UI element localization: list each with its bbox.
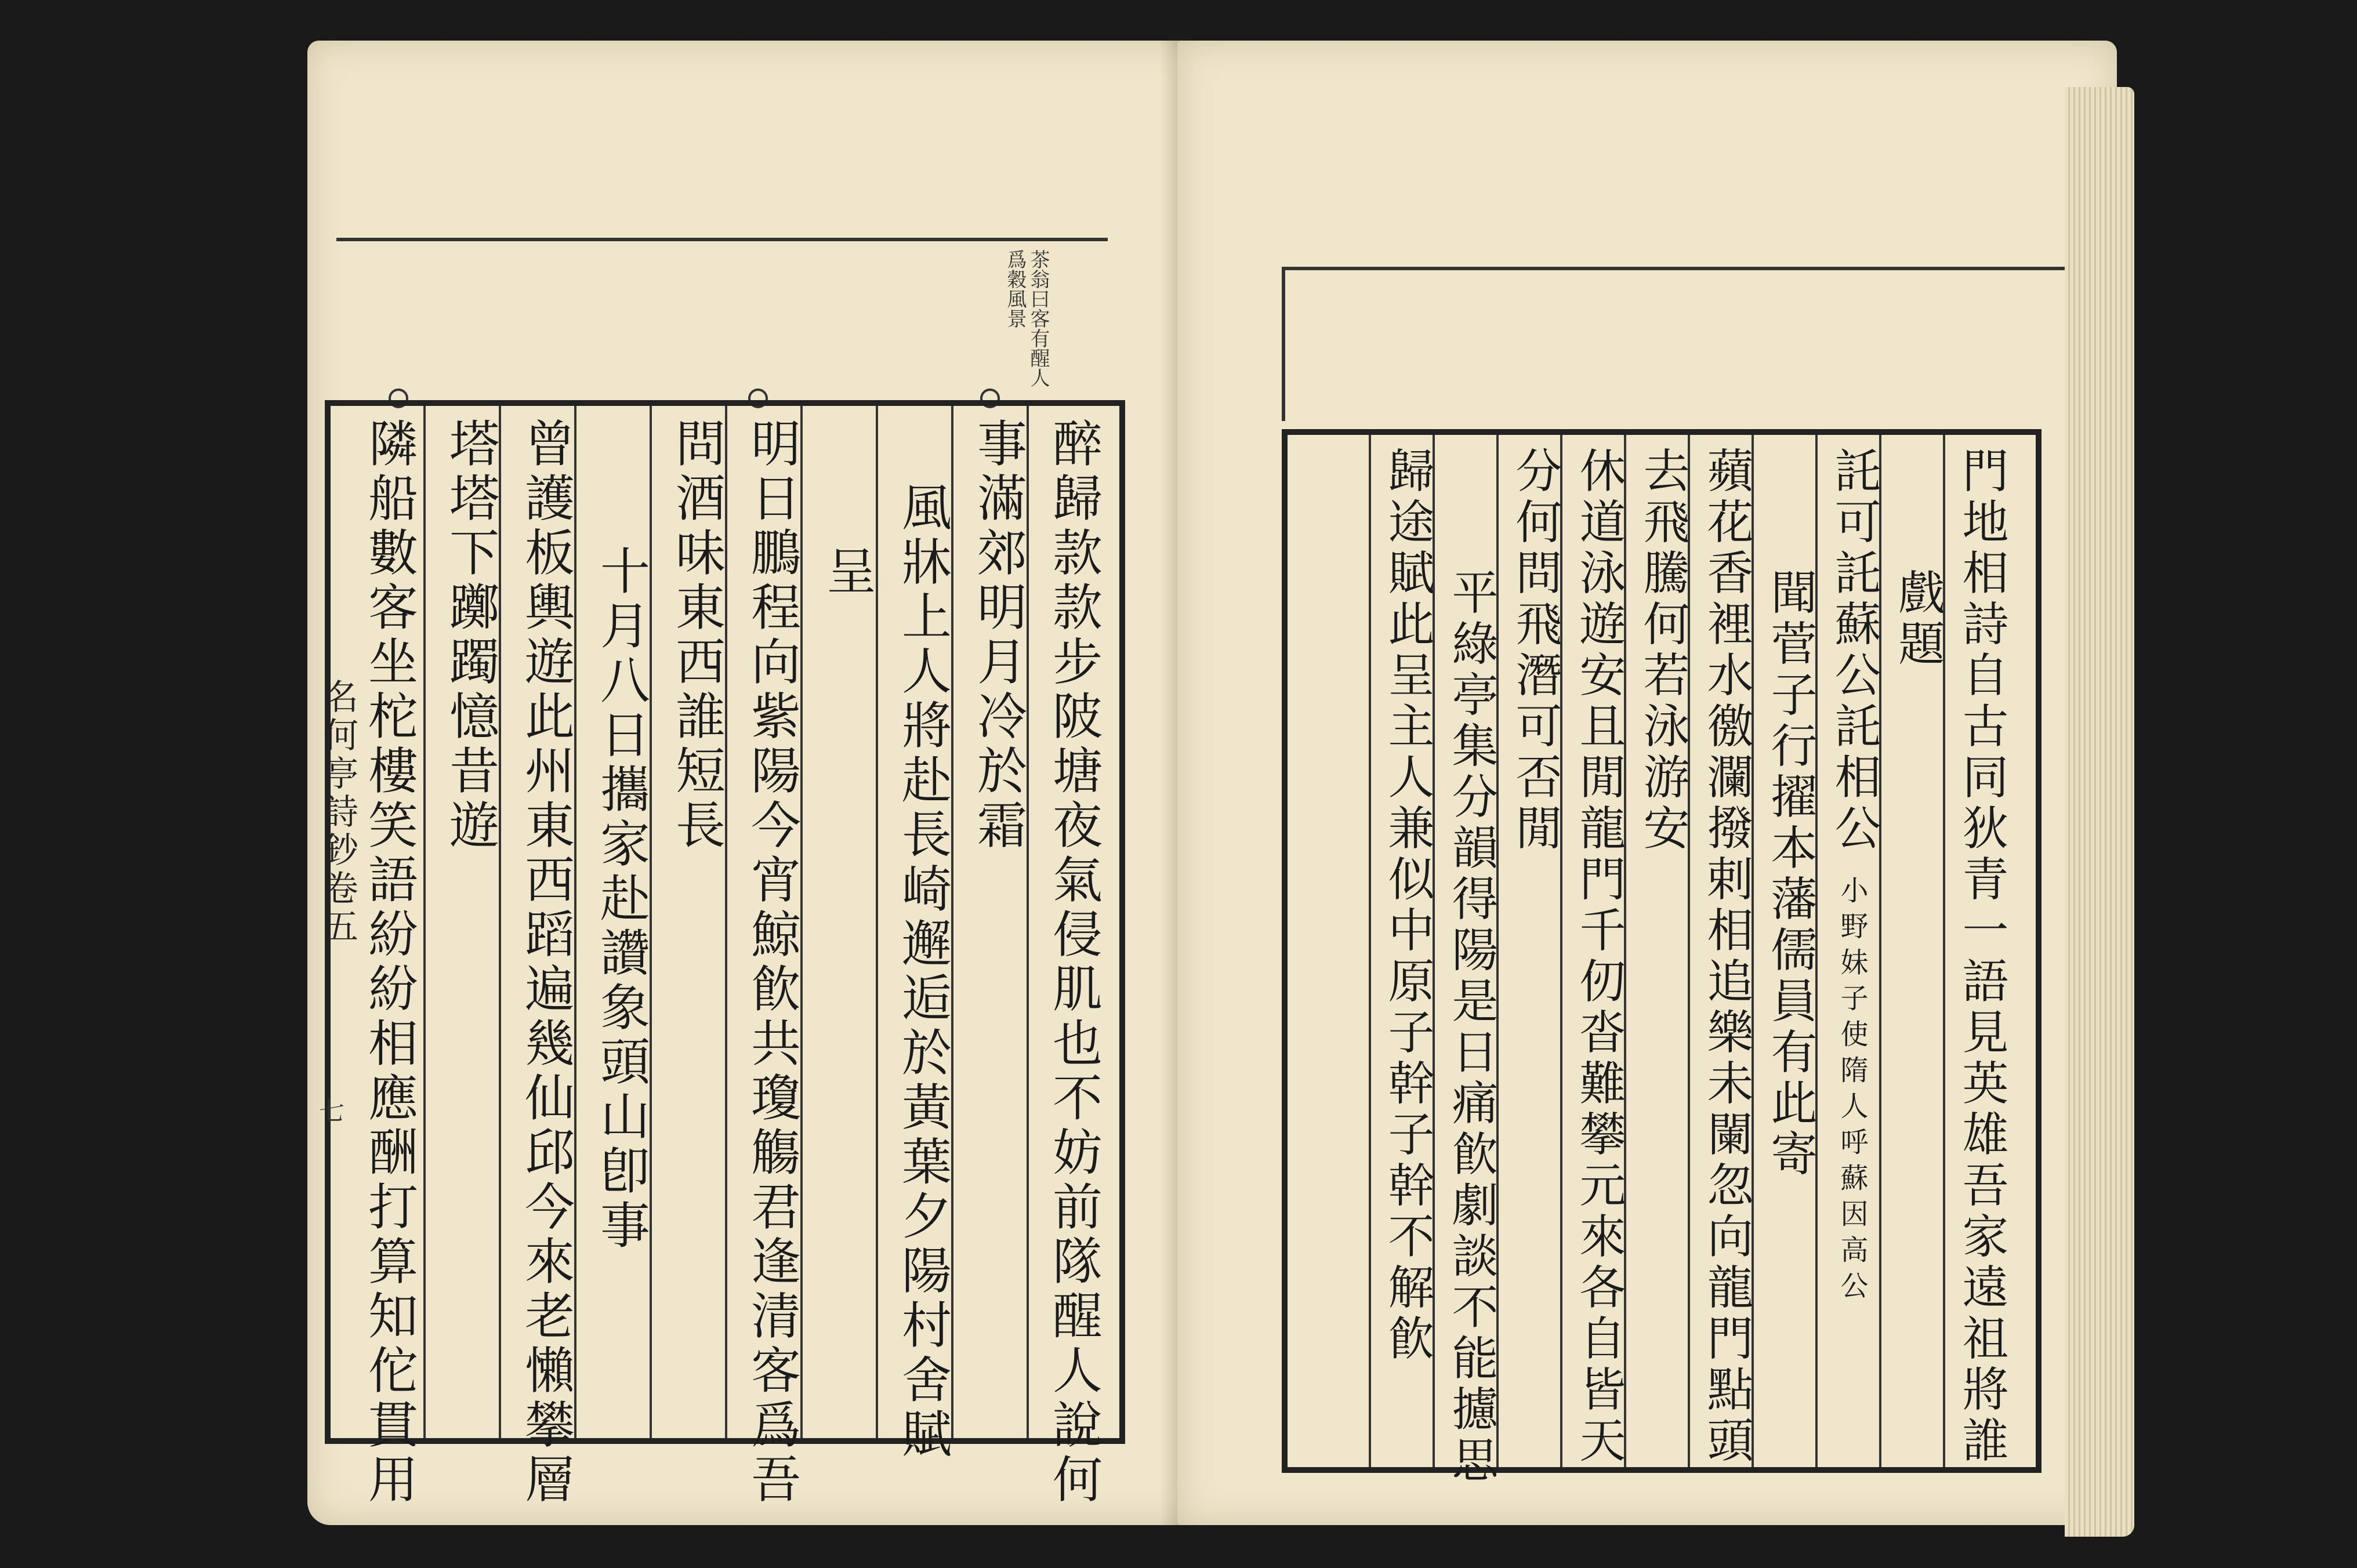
text-column-8: 曾護板輿遊此州東西蹈遍幾仙邱今來老懶攀層 — [516, 418, 574, 1508]
column-rule — [423, 406, 426, 1438]
column-rule — [725, 406, 727, 1438]
column-rule — [1027, 406, 1029, 1438]
text-column-9: 塔塔下躑躅憶昔遊 — [441, 418, 499, 854]
page-stack-edge — [2065, 87, 2134, 1537]
text-column-8: 分何問飛潛可否閒 — [1508, 447, 1562, 855]
text-column-7: 休道泳遊安且閒龍門千仞沓難攀元來各自皆天 — [1572, 447, 1626, 1467]
text-column-3: 託可託蘇公託相公 — [1827, 447, 1881, 855]
left-head-rule — [336, 238, 1108, 241]
text-column-4: 聞菅子行擢本藩儒員有此寄 — [1763, 568, 1817, 1181]
left-page — [307, 41, 1212, 1525]
open-book — [290, 41, 2186, 1525]
column-rule — [650, 406, 652, 1438]
column-rule — [800, 406, 803, 1438]
left-margin-title: 名何亭詩鈔卷五 — [318, 678, 358, 946]
text-column-3: 風牀上人將赴長崎邂逅於黃葉夕陽村舍賦 — [893, 481, 951, 1462]
text-column-2: 事滿郊明月冷於霜 — [969, 418, 1027, 854]
right-head-rule — [1282, 267, 2120, 421]
text-column-1: 醉歸款款步陂塘夜氣侵肌也不妨前隊醒人說何 — [1044, 418, 1102, 1508]
text-column-5: 蘋花香裡水徼瀾撥剌相追樂未闌忽向龍門點頭 — [1699, 447, 1753, 1467]
column-rule — [951, 406, 953, 1438]
page-number: 七 — [319, 1097, 345, 1126]
column-rule — [574, 406, 576, 1438]
right-page — [1177, 41, 2117, 1525]
text-column-10: 歸途賦此呈主人兼似中原子幹子幹不解飮 — [1380, 447, 1434, 1365]
left-head-annotation: 茶翁曰客有醒人爲穀風景 — [1003, 249, 1050, 387]
text-column-6: 問酒味東西誰短長 — [667, 418, 725, 854]
text-column-2: 戲題 — [1891, 568, 1945, 670]
column-rule — [876, 406, 878, 1438]
text-column-7: 十月八日攜家赴讚象頭山卽事 — [592, 545, 650, 1254]
text-column-1: 門地相詩自古同狄青一語見英雄吾家遠祖將誰 — [1955, 447, 2008, 1467]
text-column-10: 隣船數客坐柁樓笑語紛紛相應酬打算知佗貫用 — [360, 418, 418, 1508]
text-column-4: 呈 — [818, 545, 876, 600]
text-column-9: 平綠亭集分韻得陽是日痛飮劇談不能攄思 — [1444, 568, 1498, 1487]
column-rule — [499, 406, 501, 1438]
annotation-column: 小野妹子使隋人呼蘇因高公 — [1836, 876, 1868, 1307]
column-rule — [1369, 435, 1371, 1467]
text-column-5: 明日鵬程向紫陽今宵鯨飮共瓊觴君逢清客爲吾 — [742, 418, 800, 1508]
text-column-6: 去飛騰何若泳游安 — [1636, 447, 1689, 855]
